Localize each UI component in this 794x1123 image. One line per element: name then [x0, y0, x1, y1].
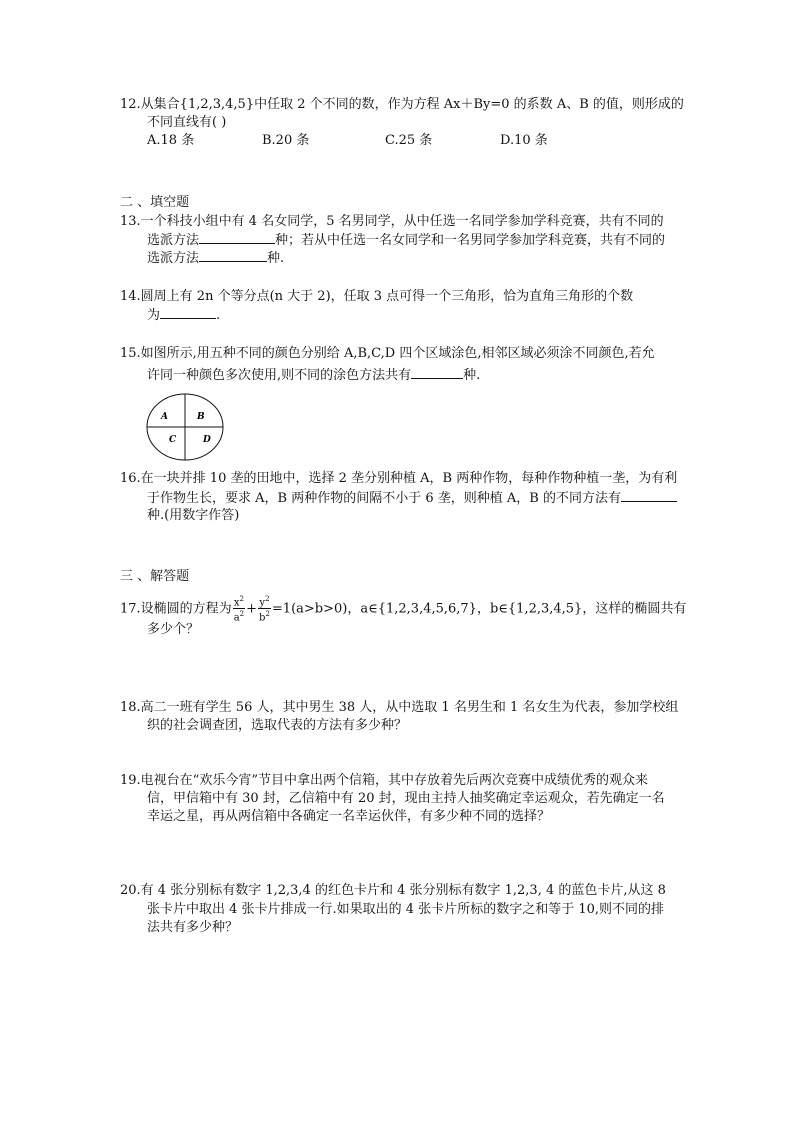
q17-fraction-x [233, 594, 245, 624]
q18-line1: 18.高二一班有学生 56 人，其中男生 38 人，从中选取 1 名男生和 1 名女生为代表，参加学校组 [120, 700, 679, 715]
q17-frac1-numerator: x [233, 597, 240, 609]
q12-line2: 不同直线有( ) [147, 115, 227, 130]
q15-blank [411, 366, 463, 379]
q15-line1: 15.如图所示,用五种不同的颜色分别给 A,B,C,D 四个区域涂色,相邻区域必须涂不同颜色,若允 [120, 346, 655, 361]
section-heading-fill-in: 二 、填空题 [120, 195, 190, 210]
q15-line2 [147, 366, 480, 385]
section-heading-solutions: 三 、解答题 [120, 569, 190, 584]
q18-line2: 织的社会调查团，选取代表的方法有多少种？ [147, 718, 408, 733]
q17-frac1-den-exp: 2 [239, 610, 245, 619]
q14-line2 [147, 306, 220, 325]
q15-circle-figure [145, 392, 227, 462]
q12-line1: 12.从集合{1,2,3,4,5}中任取 2 个不同的数，作为方程 Ax＋By=0 的系数 A、B 的值，则形成的 [120, 97, 684, 112]
q17-frac2-numerator: y [259, 597, 266, 609]
q14-line1: 14.圆周上有 2n 个等分点(n 大于 2)，任取 3 点可得一个三角形，恰为直角三角形的个数 [120, 289, 634, 304]
q15-line2-text-a: 许同一种颜色多次使用,则不同的涂色方法共有 [147, 368, 412, 383]
q17-frac2-denominator: b [259, 612, 266, 624]
q15-line2-text-b: 种. [463, 368, 481, 383]
q19-line3: 幸运之星，再从两信箱中各确定一名幸运伙伴，有多少种不同的选择？ [147, 809, 551, 824]
q14-blank [160, 306, 216, 319]
q17-fraction-y [258, 594, 271, 624]
q19-line2: 信，甲信箱中有 30 封，乙信箱中有 20 封，现由主持人抽奖确定幸运观众，若先确定一名 [147, 791, 665, 806]
q16-line1: 16.在一块并排 10 垄的田地中，选择 2 垄分别种植 A，B 两种作物，每种作物种植一垄，为有利 [120, 471, 678, 486]
q17-frac1-denominator: a [233, 612, 240, 624]
q17-line1: 17.设椭圆的方程为 $\frac{x^2}{a^2}$ + $\frac{y^2}{b^2}$ =1(a>b>0)，a∈{1,2,3,4,5,6,7}，b∈{1,2,3,4,5}，这样的椭圆共有 [120, 595, 687, 624]
q13-line2 [147, 231, 665, 250]
q16-line2-text: 于作物生长，要求 A，B 两种作物的间隔不小于 6 垄，则种植 A，B 的不同方法有 [147, 491, 621, 506]
q20-line1: 20.有 4 张分别标有数字 1,2,3,4 的红色卡片和 4 张分别标有数字 1,2,3, 4 的蓝色卡片,从这 8 [120, 883, 666, 898]
q12-option-a: A.18 条 [147, 133, 195, 148]
q13-line1: 13.一个科技小组中有 4 名女同学，5 名男同学，从中任选一名同学参加学科竞赛，共有不同的 [120, 214, 664, 229]
q20-line3: 法共有多少种？ [147, 920, 239, 935]
q17-frac2-den-exp: 2 [265, 610, 270, 619]
q13-blank-1 [199, 231, 275, 244]
q16-line2 [147, 489, 677, 508]
q19-line1: 19.电视台在“欢乐今宵”节目中拿出两个信箱，其中存放着先后两次竞赛中成绩优秀的观众来 [120, 773, 648, 788]
q13-line2-text-a: 选派方法 [147, 233, 200, 248]
q15-region-label-a: A [161, 412, 168, 422]
q16-blank [621, 489, 677, 502]
q15-region-label-c: C [169, 435, 177, 445]
q17-prefix: 17.设椭圆的方程为 [120, 601, 232, 617]
q17-frac2-num-exp: 2 [265, 595, 270, 603]
q14-line2-text-b: . [216, 308, 221, 323]
q17-suffix: =1(a>b>0)，a∈{1,2,3,4,5,6,7}，b∈{1,2,3,4,5}，这样的椭圆共有 [271, 601, 687, 617]
q12-option-c: C.25 条 [385, 133, 433, 148]
q17-line2: 多少个？ [147, 622, 200, 637]
q13-line3-text-a: 选派方法 [147, 251, 200, 266]
q13-line2-text-b: 种；若从中任选一名女同学和一名男同学参加学科竞赛，共有不同的 [275, 233, 666, 248]
q20-line2: 张卡片中取出 4 张卡片排成一行.如果取出的 4 张卡片所标的数字之和等于 10,则不同的排 [147, 902, 665, 917]
q13-line3-text-b: 种. [267, 251, 285, 266]
q15-region-label-b: B [197, 412, 205, 422]
q16-line3: 种.(用数字作答) [147, 508, 240, 523]
q13-blank-2 [199, 249, 267, 262]
q14-line2-text-a: 为 [147, 308, 161, 323]
q17-frac1-num-exp: 2 [239, 595, 244, 603]
q12-option-b: B.20 条 [262, 133, 310, 148]
q12-option-d: D.10 条 [500, 133, 548, 148]
q13-line3 [147, 249, 284, 268]
q15-region-label-d: D [203, 435, 211, 445]
